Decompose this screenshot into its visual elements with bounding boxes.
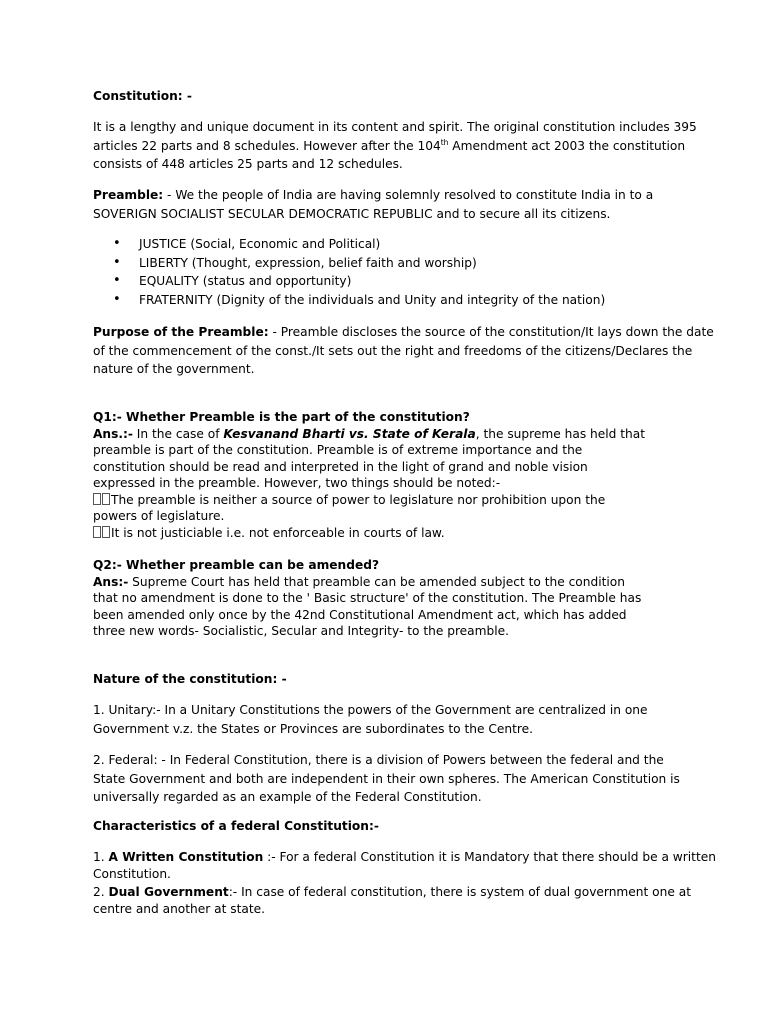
list-item: • EQUALITY (status and opportunity) — [93, 272, 605, 291]
q1-section: Q1:- Whether Preamble is the part of the constitution? Ans.:- In the case of Kesvanand Bharti vs. State of Kerala, the supreme has held that preamble is part of the constitution. Preamble is of extreme importance and the constitution should be read and interpreted in the light of grand and noble vision expressed in the preamble. However, two things should be noted:- The preamble is neither a source of power to legislature nor prohibition upon the powers of legislature. It is not justiciable i.e. not enforceable in courts of law. — [93, 410, 646, 540]
list-item: • JUSTICE (Social, Economic and Political) — [93, 235, 605, 254]
missing-glyph-icon — [93, 493, 101, 505]
q1-question: Q1:- Whether Preamble is the part of the constitution? — [93, 410, 470, 424]
heading-nature: Nature of the constitution: - — [93, 672, 287, 686]
q1-answer-label: Ans.:- — [93, 426, 133, 441]
q2-question: Q2:- Whether preamble can be amended? — [93, 558, 380, 572]
preamble-bullet-list — [93, 235, 605, 309]
missing-glyph-icon — [102, 526, 110, 538]
preamble-label: Preamble: — [93, 188, 164, 202]
missing-glyph-icon — [93, 526, 101, 538]
unitary-paragraph: 1. Unitary:- In a Unitary Constitutions the powers of the Government are centralized in one Government v.z. the States or Provinces are subordinates to the Centre. — [93, 703, 648, 736]
heading-characteristics: Characteristics of a federal Constitution:- — [93, 819, 379, 833]
heading-constitution: Constitution: - — [93, 89, 192, 103]
intro-paragraph: It is a lengthy and unique document in its content and spirit. The original constitution includes 395 articles 22 parts and 8 schedules. However after the 104th Amendment act 2003 the constitution consists of 448 articles 25 parts and 12 schedules. — [93, 120, 697, 171]
case-name: Kesvanand Bharti vs. State of Kerala — [223, 426, 476, 441]
list-item: • LIBERTY (Thought, expression, belief faith and worship) — [93, 254, 605, 273]
q2-answer-label: Ans:- — [93, 574, 129, 589]
preamble-paragraph: Preamble: - We the people of India are having solemnly resolved to constitute India in to a SOVERIGN SOCIALIST SECULAR DEMOCRATIC REPUBLIC and to secure all its citizens. — [93, 188, 654, 221]
q2-section: Q2:- Whether preamble can be amended? Ans:- Supreme Court has held that preamble can be amended subject to the condition that no amendment is done to the ' Basic structure' of the constitution. The Preamble has been amended only once by the 42nd Constitutional Amendment act, which has added three new words- Socialistic, Secular and Integrity- to the preamble. — [93, 558, 642, 638]
characteristic-dual: 2. Dual Government:- In case of federal constitution, there is system of dual government one at centre and another at state. — [93, 885, 691, 916]
purpose-label: Purpose of the Preamble: — [93, 325, 269, 339]
characteristic-written: 1. A Written Constitution :- For a federal Constitution it is Mandatory that there should be a written Constitution. — [93, 850, 716, 881]
list-item: • FRATERNITY (Dignity of the individuals and Unity and integrity of the nation) — [93, 291, 605, 310]
federal-paragraph: 2. Federal: - In Federal Constitution, there is a division of Powers between the federal and the State Government and both are independent in their own spheres. The American Constitution is universally regarded as an example of the Federal Constitution. — [93, 753, 680, 804]
missing-glyph-icon — [102, 493, 110, 505]
purpose-paragraph: Purpose of the Preamble: - Preamble discloses the source of the constitution/It lays down the date of the commencement of the const./It sets out the right and freedoms of the citizens/Declares the nature of the government. — [93, 325, 714, 376]
